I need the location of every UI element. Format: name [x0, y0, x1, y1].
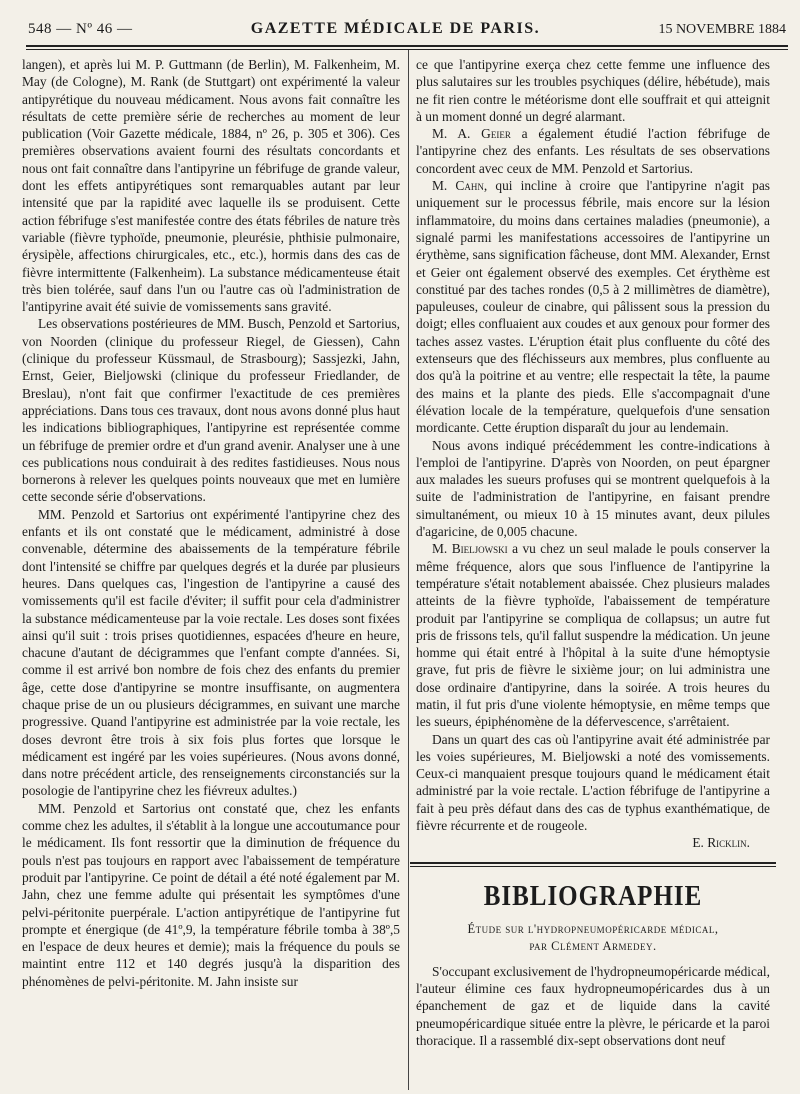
author-name: M. A. Geier [432, 126, 511, 142]
left-paragraph-1: langen), et après lui M. P. Guttmann (de Berlin), M. Falkenheim, M. May (de Cologne), M. Rank (de Stuttgart) ont expérimenté la valeur antipyrétique du nouveau médicament. Nous avons fait connaître les résultats de cette première série de recherches au moment de leur publication (Voir Gazette médicale, 1884, nº 26, p. 305 et 306). Ces premières observations avaient fourni des résultats concordants et nous ont fait connaître dans l'antipyrine un fébrifuge de grande valeur, dont les effets antipyrétiques sont remarquables autant par leur intensité que par la rapidité avec laquelle ils se produisent. Cette action fébrifuge s'est manifestée contre des états fébriles de nature très variable (fièvre typhoïde, pneumonie, pleurésie, phthisie pulmonaire, érysipèle, affections chirurgicales, etc., etc.), hormis dans des cas de fièvre intermittente (Falkenheim). La substance médicamenteuse était très bien tolérée, sauf dans l'un ou l'autre cas où l'administration de l'antipyrine avait été suivie de vomissements sans gravité. [22, 57, 400, 315]
section-rule [410, 862, 776, 867]
left-column [22, 56, 400, 990]
article-signature: E. Ricklin. [692, 835, 750, 851]
column-divider [408, 50, 409, 1090]
review-title: Étude sur l'hydropneumopéricarde médical, par Clément Armedey. [467, 921, 719, 953]
section-heading: BIBLIOGRAPHIE [483, 880, 703, 912]
right-paragraph-3: M. Cahn, qui incline à croire que l'antipyrine n'agit pas uniquement sur le processus fébrile, mais encore sur la lésion inflammatoire, du moins dans certaines maladies (pneumonie), a signalé parmi les manifestations accessoires de l'antipyrine un érythème, sans signification fâcheuse, dont MM. Alexander, Ernst et Geier ont également observé des exemples. Cet érythème est constitué par des taches rondes (0,5 à 2 millimètres de diamètre), papuleuses, couleur de cinabre, qui pâlissent sous la pression du doigt; elles confluaient aux coudes et aux genoux pour former des taches assez vastes. L'éruption était plus confluente du côté des extenseurs que des fléchisseurs aux membres, plus confluente au dos qu'à la poitrine et au ventre; elle respectait la tête, la paume des mains et la plante des pieds. Elle s'accompagnait d'une élévation locale de la température, quelquefois d'une sensation mordicante. Cette éruption disparaît du jour au lendemain. [416, 178, 770, 436]
page-number: 548 — Nº 46 — [28, 21, 133, 37]
author-name: M. Cahn [432, 178, 484, 194]
header-rule [26, 45, 788, 50]
right-paragraph-1: ce que l'antipyrine exerça chez cette femme une influence des plus salutaires sur les troubles psychiques (délire, hébétude), mais ne fit rien contre le météorisme dont elle souffrait et qui atteignit à un moment donné un degré alarmant. [416, 57, 770, 124]
left-paragraph-2: Les observations postérieures de MM. Busch, Penzold et Sartorius, von Noorden (clinique du professeur Riegel, de Giessen), Cahn (clinique du professeur Küssmaul, de Strasbourg); Sassjezki, Jahn, Ernst, Geier, Bieljowski (clinique du professeur Friedlander, de Breslau), n'ont fait que confirmer l'exactitude de ces premières appréciations. Dans tous ces travaux, dont nous avons donné plus haut les indications bibliographiques, l'antipyrine est représentée comme un fébrifuge de premier ordre et d'un grand avenir. Analyser une à une ces publications nous conduirait à des redites fastidieuses. Nous nous bornerons à relever les quelques points nouveaux que met en lumière cette seconde série d'observations. [22, 316, 400, 505]
bibliography-paragraph-1: S'occupant exclusivement de l'hydropneumopéricarde médical, l'auteur élimine ces faux hydropneumopéricardes dus à un épanchement de gaz et de liquide dans la cavité pneumopéricardique située entre la plèvre, le péricarde et la paroi thoracique. Il a rassemblé dix-sept observations dont neuf [416, 963, 770, 1048]
right-paragraph-4: Nous avons indiqué précédemment les contre-indications à l'emploi de l'antipyrine. D'après von Noorden, on peut épargner aux malades les sueurs profuses qui se montrent quelquefois à la suite de l'administration de l'antipyrine, en faisant prendre simultanément, ou mieux 10 à 15 minutes avant, deux pilules d'agaricine, de 0,005 chacune. [416, 437, 770, 540]
left-paragraph-3: MM. Penzold et Sartorius ont expérimenté l'antipyrine chez des enfants et ils ont constaté que le médicament, administré à dose convenable, détermine des abaissements de la température fébrile dont l'intensité se chiffre par quelques degrés et la durée par plusieurs heures. Dans quelques cas, l'ingestion de l'antipyrine a causé des vomissements qu'il est facile d'éviter; il suffit pour cela d'administrer la substance médicamenteuse par la voie rectale. Les doses sont fixées ainsi qu'il suit : trois prises quotidiennes, espacées d'heure en heure, chacune d'autant de décigrammes que l'enfant compte d'années. Si, comme il est arrivé bon nombre de fois chez des enfants du premier âge, cette dose d'antipyrine se montre insuffisante, on augmentera chaque prise de un ou plusieurs décigrammes, en suivant une marche progressive. Quand l'antipyrine est administrée par la voie rectale, les doses devront être trois à six fois plus fortes que lorsque le médicament est ingéré par les voies supérieures. (Nous avons donné, dans notre précédent article, des renseignements circonstanciés sur la posologie de l'antipyrine chez les fiévreux adultes.) [22, 506, 400, 799]
right-paragraph-2: M. A. Geier a également étudié l'action fébrifuge de l'antipyrine chez des enfants. Les résultats de ses observations concordent avec ceux de MM. Penzold et Sartorius. [416, 126, 770, 176]
right-column [416, 56, 770, 1049]
left-paragraph-4: MM. Penzold et Sartorius ont constaté que, chez les enfants comme chez les adultes, il s'établit à la longue une accoutumance pour le médicament. Ils font ressortir que la diminution de fréquence du pouls n'est pas toujours en rapport avec l'abaissement de température produit par l'antipyrine. Ce point de détail a été noté également par M. Jahn, chez une femme adulte qui présentait les symptômes d'une pelvi-péritonite puerpérale. L'action antipyrétique de l'antipyrine fut prompte et énergique (de 41º,9, la température fébrile tomba à 38º,5 en l'espace de deux heures et demie); mais la fréquence du pouls se maintint entre 112 et 140 degrés jusqu'à la disparition des phénomènes de pelvi-péritonite. M. Jahn insiste sur [22, 800, 400, 989]
issue-date: 15 NOVEMBRE 1884 [658, 22, 786, 37]
journal-title: GAZETTE MÉDICALE DE PARIS. [250, 20, 541, 37]
right-paragraph-6: Dans un quart des cas où l'antipyrine avait été administrée par les voies supérieures, M. Bieljowski a noté des vomissements. Ceux-ci manquaient presque toujours quand le médicament était administré par la voie rectale. L'action fébrifuge de l'antipyrine a fait à peu près défaut dans des cas de typhus exanthématique, de fièvre récurrente et de rougeole. [416, 731, 770, 834]
author-name: M. Bieljowski [432, 541, 508, 557]
right-paragraph-5: M. Bieljowski a vu chez un seul malade le pouls conserver la même fréquence, alors que sous l'influence de l'antipyrine la température s'était notablement abaissée. Chez plusieurs malades atteints de la fièvre typhoïde, l'abaissement de température produit par l'antipyrine se compliqua de collapsus; un autre fut pris de frissons tels, qu'il fallut suspendre la médication. Un jeune homme qui était entré à l'hôpital à la suite d'une hémoptysie grave, fut pris de fièvre le sixième jour; on lui administra une dose ordinaire d'antipyrine, dans la soirée. A trois heures du matin, il fut pris d'une violente hémoptysie, en même temps que les sueurs, épiphénomène de la défervescence, s'arrêtaient. [416, 541, 770, 730]
page-header [28, 20, 786, 42]
